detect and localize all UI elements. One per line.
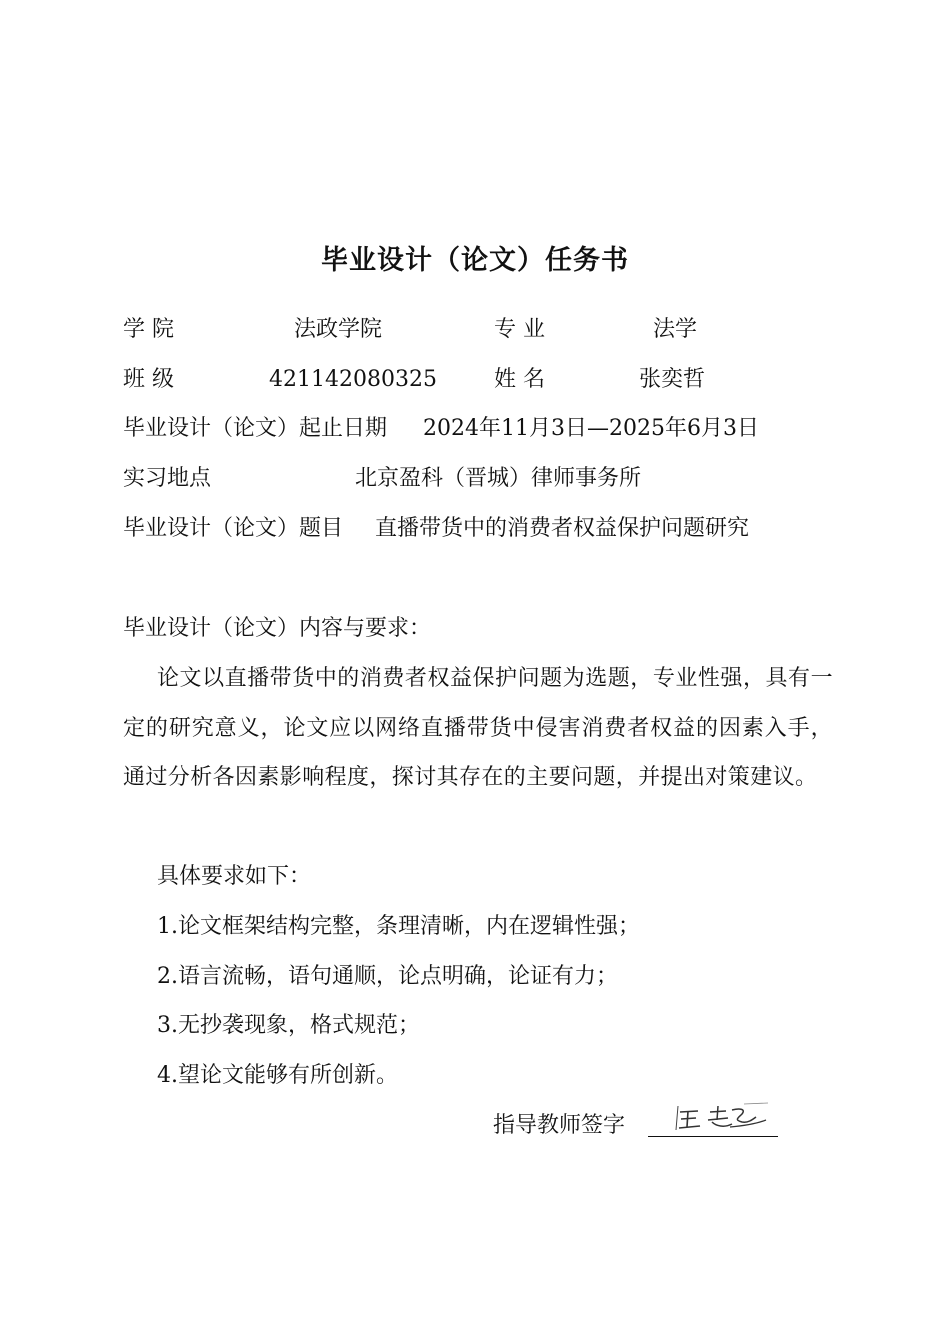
name-label: 姓 名 <box>494 367 545 392</box>
topic-value: 直播带货中的消费者权益保护问题研究 <box>375 516 750 541</box>
requirements-intro: 具体要求如下： <box>157 864 312 889</box>
class-value: 421142080325 <box>269 367 437 392</box>
document-title: 毕业设计（论文）任务书 <box>321 245 629 276</box>
class-label: 班 级 <box>123 367 174 392</box>
period-label: 毕业设计（论文）起止日期 <box>123 416 388 441</box>
period-value: 2024年11月3日—2025年6月3日 <box>423 416 759 441</box>
signature-label: 指导教师签字 <box>493 1113 626 1138</box>
topic-label: 毕业设计（论文）题目 <box>123 516 344 541</box>
location-value: 北京盈科（晋城）律师事务所 <box>355 466 642 491</box>
requirement-item-4: 4.望论文能够有所创新。 <box>157 1063 398 1088</box>
location-label: 实习地点 <box>123 466 212 491</box>
major-value: 法学 <box>653 317 698 342</box>
requirement-item-2: 2.语言流畅，语句通顺，论点明确，论证有力； <box>157 964 618 989</box>
content-paragraph: 论文以直播带货中的消费者权益保护问题为选题，专业性强，具有一定的研究意义，论文应以网络直播带货中侵害消费者权益的因素入手，通过分析各因素影响程度，探讨其存在的主要问题，并提出对策建议。 <box>123 666 833 790</box>
major-label: 专 业 <box>494 317 545 342</box>
handwritten-signature <box>672 1100 772 1136</box>
signature-line <box>648 1136 778 1137</box>
content-heading: 毕业设计（论文）内容与要求： <box>123 616 432 641</box>
requirement-item-3: 3.无抄袭现象，格式规范； <box>157 1013 420 1038</box>
requirement-item-1: 1.论文框架结构完整，条理清晰，内在逻辑性强； <box>157 914 640 939</box>
name-value: 张奕哲 <box>639 367 706 392</box>
college-value: 法政学院 <box>294 317 383 342</box>
college-label: 学 院 <box>123 317 174 342</box>
